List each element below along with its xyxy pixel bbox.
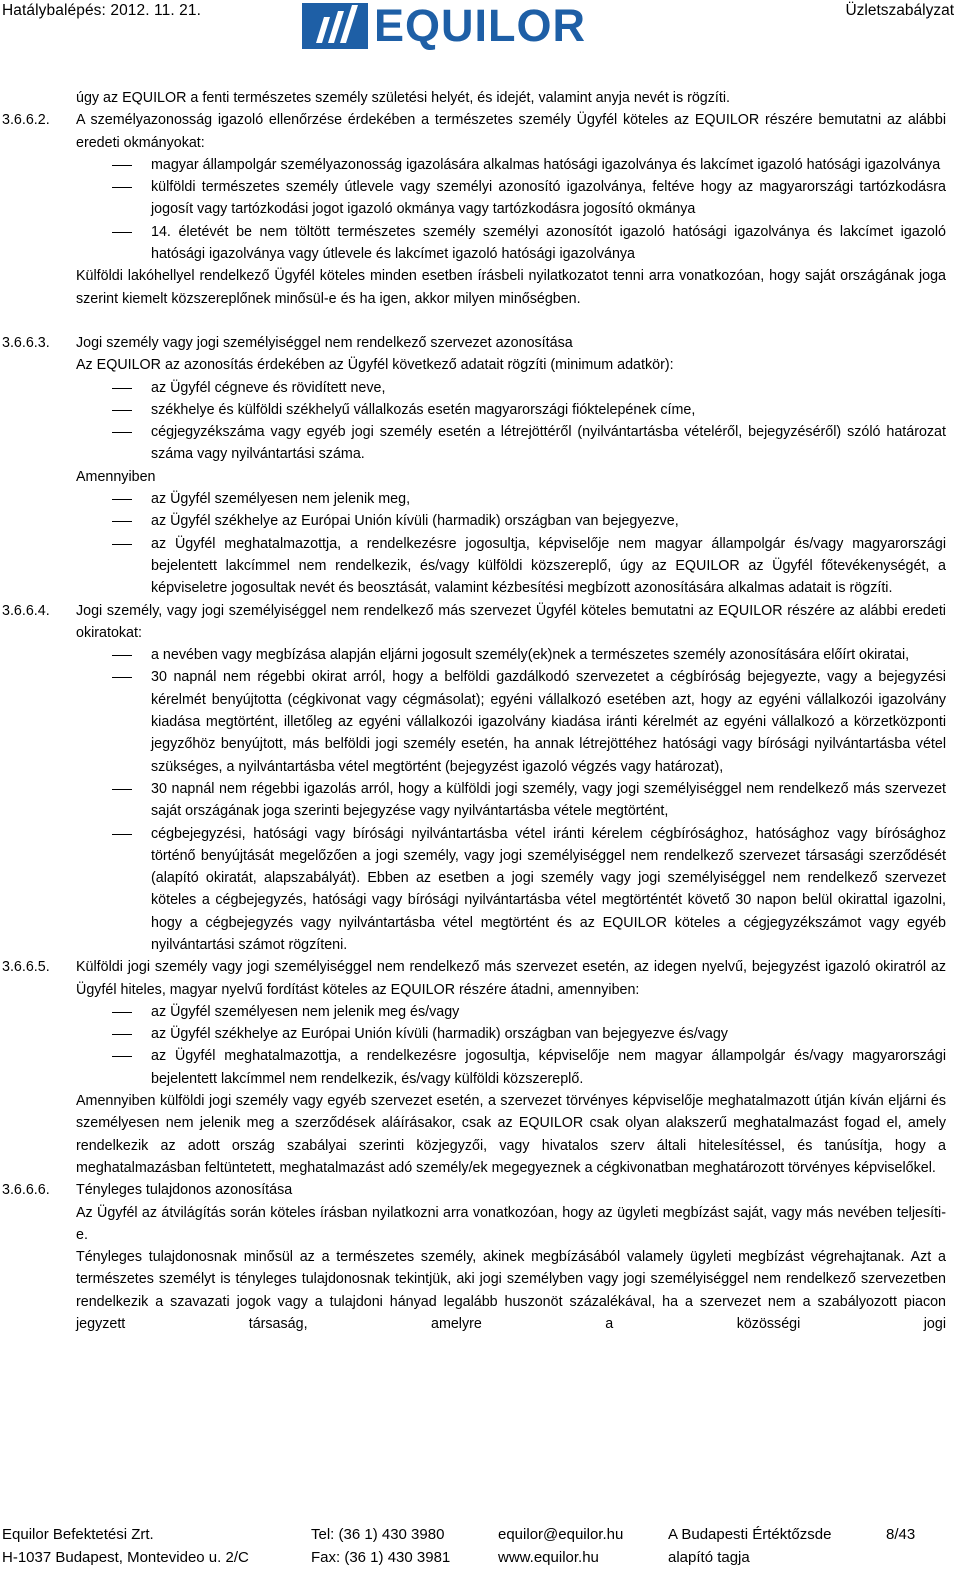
footer-bse-member: alapító tagja	[668, 1548, 750, 1566]
logo-mark-icon	[302, 3, 368, 49]
footer-tel: Tel: (36 1) 430 3980	[311, 1526, 445, 1543]
paragraph: Tényleges tulajdonosnak minősül az a természetes személy, akinek megbízásából valamely ügyleti megbízást végrehajtanak. Azt a természetes személyt is tényleges tulajdonosnak tekintjük, aki jogi személyben vagy jogi személyiséggel nem rendelkező szervezetben rendelkezik a szavazati jogok vagy a tulajdoni hányad legalább huszonöt százalékával, ha a szervezet nem a szabályozott piacon jegyzett társaság, amelyre a közösségi jogi	[76, 1249, 946, 1333]
list-item: az Ügyfél személyesen nem jelenik meg és/vagy	[0, 1001, 946, 1023]
footer-bse: A Budapesti Értéktőzsde	[668, 1526, 832, 1543]
footer-company: Equilor Befektetési Zrt.	[2, 1526, 154, 1543]
section-number: 3.6.6.6.	[2, 1182, 50, 1199]
list-item: 14. életévét be nem töltött természetes személy személyi azonosítót igazoló hatósági igazolványa és lakcímet igazoló hatósági igazolványa vagy útlevele és lakcímet igazoló hatósági igazolványa	[0, 221, 946, 266]
list-item: 30 napnál nem régebbi okirat arról, hogy a belföldi gazdálkodó szervezetet a cégbíróság bejegyezte, vagy a bejegyzési kérelmét benyújtotta (cégkivonat vagy cégmásolat); egyéni vállalkozó esetében azt, hogy az egyéni vállalkozói igazolvány kiadása megtörtént, illetőleg az egyéni vállalkozói igazolvány kiadása iránti kérelmét az egyéni vállalkozó a körzetközponti jegyzőhöz benyújtott, más belföldi jogi személy esetén, ha annak létrejöttéhez hatósági vagy bírósági nyilvántartásba vétel szükséges, a nyilvántartásba vétel megtörtént (bejegyzést igazoló végzés vagy határozat),	[0, 666, 946, 777]
page-footer	[0, 1524, 960, 1569]
effective-date: Hatálybalépés: 2012. 11. 21.	[2, 2, 201, 19]
section-3-6-6-5	[0, 956, 946, 1001]
section-3-6-6-4	[0, 600, 946, 645]
paragraph: Az Ügyfél az átvilágítás során köteles írásban nyilatkozni arra vonatkozóan, hogy az ügyleti megbízást saját, vagy más nevében teljesíti-e.	[76, 1204, 946, 1243]
document-body	[0, 87, 946, 1335]
paragraph: Az EQUILOR az azonosítás érdekében az Ügyfél következő adatait rögzíti (minimum adatkör):	[76, 357, 674, 374]
list-item: 30 napnál nem régebbi igazolás arról, hogy a külföldi jogi személy, vagy jogi személyiséggel nem rendelkező más szervezet saját országának joga szerinti bejegyzése vagy nyilvántartásba vétele megtörtént,	[0, 778, 946, 823]
section-title: Jogi személy vagy jogi személyiséggel nem rendelkező szervezet azonosítása	[76, 334, 573, 351]
paragraph: Külföldi lakóhellyel rendelkező Ügyfél köteles minden esetben írásbeli nyilatkozatot tenni arra vonatkozóan, hogy saját országának joga szerint kiemelt közszereplőnek minősül-e és ha igen, akkor milyen minőségben.	[76, 268, 946, 307]
paragraph: Külföldi jogi személy vagy jogi személyiséggel nem rendelkező más szervezet esetén, az idegen nyelvű, bejegyzést igazoló okiratról az Ügyfél hiteles, magyar nyelvű fordítást köteles az EQUILOR részére átadni, amennyiben:	[76, 959, 946, 998]
section-3-6-6-3	[0, 332, 946, 354]
list-item: az Ügyfél meghatalmazottja, a rendelkezésre jogosultja, képviselője nem magyar állampolgár és/vagy magyarországi bejelentett lakcímmel nem rendelkezik, és/vagy külföldi közszereplő, úgy az EQUILOR az Ügyfél főtevékenységét, a képviseletre jogosultak nevét és beosztását, valamint kézbesítési megbízott azonosítására alkalmas adatait is rögzíti.	[0, 533, 946, 600]
list-item: cégbejegyzési, hatósági vagy bírósági nyilvántartásba vétel iránti kérelem cégbírósághoz, hatósághoz vagy bírósághoz történő benyújtását megelőzően a jogi személy, vagy jogi személyiséggel nem rendelkező szervezet társasági szerződését (alapító okiratát, alapszabályát). Ebben az esetben a jogi személy vagy jogi személyiséggel nem rendelkező szervezet köteles a cégbejegyzés, hatósági vagy bírósági nyilvántartásba vétel megtörténtét követő 30 napon belül okirattal igazolni, hogy a cégbejegyzés vagy nyilvántartásba vétel megtörtént és az EQUILOR köteles a cégjegyzékszámot vagy egyéb nyilvántartási számot rögzíteni.	[0, 823, 946, 957]
list-item: az Ügyfél székhelye az Európai Unión kívüli (harmadik) országban van bejegyezve és/vagy	[0, 1023, 946, 1045]
footer-address: H-1037 Budapest, Montevideo u. 2/C	[2, 1548, 249, 1566]
section-number: 3.6.6.2.	[2, 112, 50, 129]
list-item: magyar állampolgár személyazonosság igazolására alkalmas hatósági igazolványa és lakcímet igazoló hatósági igazolványa	[0, 154, 946, 176]
paragraph: Jogi személy, vagy jogi személyiséggel nem rendelkező más szervezet Ügyfél köteles bemutatni az EQUILOR részére az alábbi eredeti okiratokat:	[76, 602, 946, 641]
list-item: cégjegyzékszáma vagy egyéb jogi személy esetén a létrejöttéről (nyilvántartásba vételéről, bejegyzéséről) szóló határozat száma vagy nyilvántartási száma.	[0, 421, 946, 466]
list-item: külföldi természetes személy útlevele vagy személyi azonosító igazolványa, feltéve hogy az magyarországi tartózkodásra jogosít vagy tartózkodási jogot igazoló okmánya vagy tartózkodásra jogosító okmánya	[0, 176, 946, 221]
list-item: az Ügyfél meghatalmazottja, a rendelkezésre jogosultja, képviselője nem magyar állampolgár és/vagy magyarországi bejelentett lakcímmel nem rendelkezik, és/vagy külföldi közszereplő.	[0, 1045, 946, 1090]
paragraph: Amennyiben	[76, 468, 156, 485]
footer-web[interactable]: www.equilor.hu	[498, 1548, 599, 1566]
section-3-6-6-2	[0, 109, 946, 154]
logo-wordmark: EQUILOR	[374, 0, 587, 51]
section-number: 3.6.6.4.	[2, 602, 50, 619]
paragraph: A személyazonosság igazoló ellenőrzése érdekében a természetes személy Ügyfél köteles az EQUILOR részére bemutatni az alábbi eredeti okmányokat:	[76, 112, 946, 151]
list-item: az Ügyfél cégneve és rövidített neve,	[0, 377, 946, 399]
equilor-logo	[302, 2, 586, 50]
section-3-6-6-6	[0, 1179, 946, 1201]
section-number: 3.6.6.5.	[2, 959, 50, 976]
footer-fax: Fax: (36 1) 430 3981	[311, 1548, 451, 1566]
list-item: az Ügyfél székhelye az Európai Unión kívüli (harmadik) országban van bejegyezve,	[0, 510, 946, 532]
list-item: székhelye és külföldi székhelyű vállalkozás esetén magyarországi fióktelepének címe,	[0, 399, 946, 421]
footer-page-number: 8/43	[886, 1526, 916, 1543]
document-title: Üzletszabályzat	[845, 2, 954, 19]
footer-email[interactable]: equilor@equilor.hu	[498, 1526, 624, 1543]
paragraph: Amennyiben külföldi jogi személy vagy egyéb szervezet esetén, a szervezet törvényes képviselője meghatalmazott útján kíván eljárni és személyesen nem jelenik meg a szerződések aláírásakor, csak az EQUILOR csak olyan alakszerű meghatalmazást fogad el, amely rendelkezik az adott ország szabályai szerinti közjegyzői, vagy hivatalos szerv általi hitelesítéssel, és tanúsítja, hogy a meghatalmazásban feltüntetett, meghatalmazást adó személy/ek megegyeznek a cégkivonatban meghatározott törvényes képviselőkel.	[76, 1093, 946, 1176]
list-item: a nevében vagy megbízása alapján eljárni jogosult személy(ek)nek a természetes személy azonosítására előírt okiratai,	[0, 644, 946, 666]
section-title: Tényleges tulajdonos azonosítása	[76, 1182, 293, 1199]
paragraph: úgy az EQUILOR a fenti természetes személy születési helyét, és idejét, valamint anyja nevét is rögzíti.	[76, 90, 730, 106]
list-item: az Ügyfél személyesen nem jelenik meg,	[0, 488, 946, 510]
section-number: 3.6.6.3.	[2, 334, 50, 351]
